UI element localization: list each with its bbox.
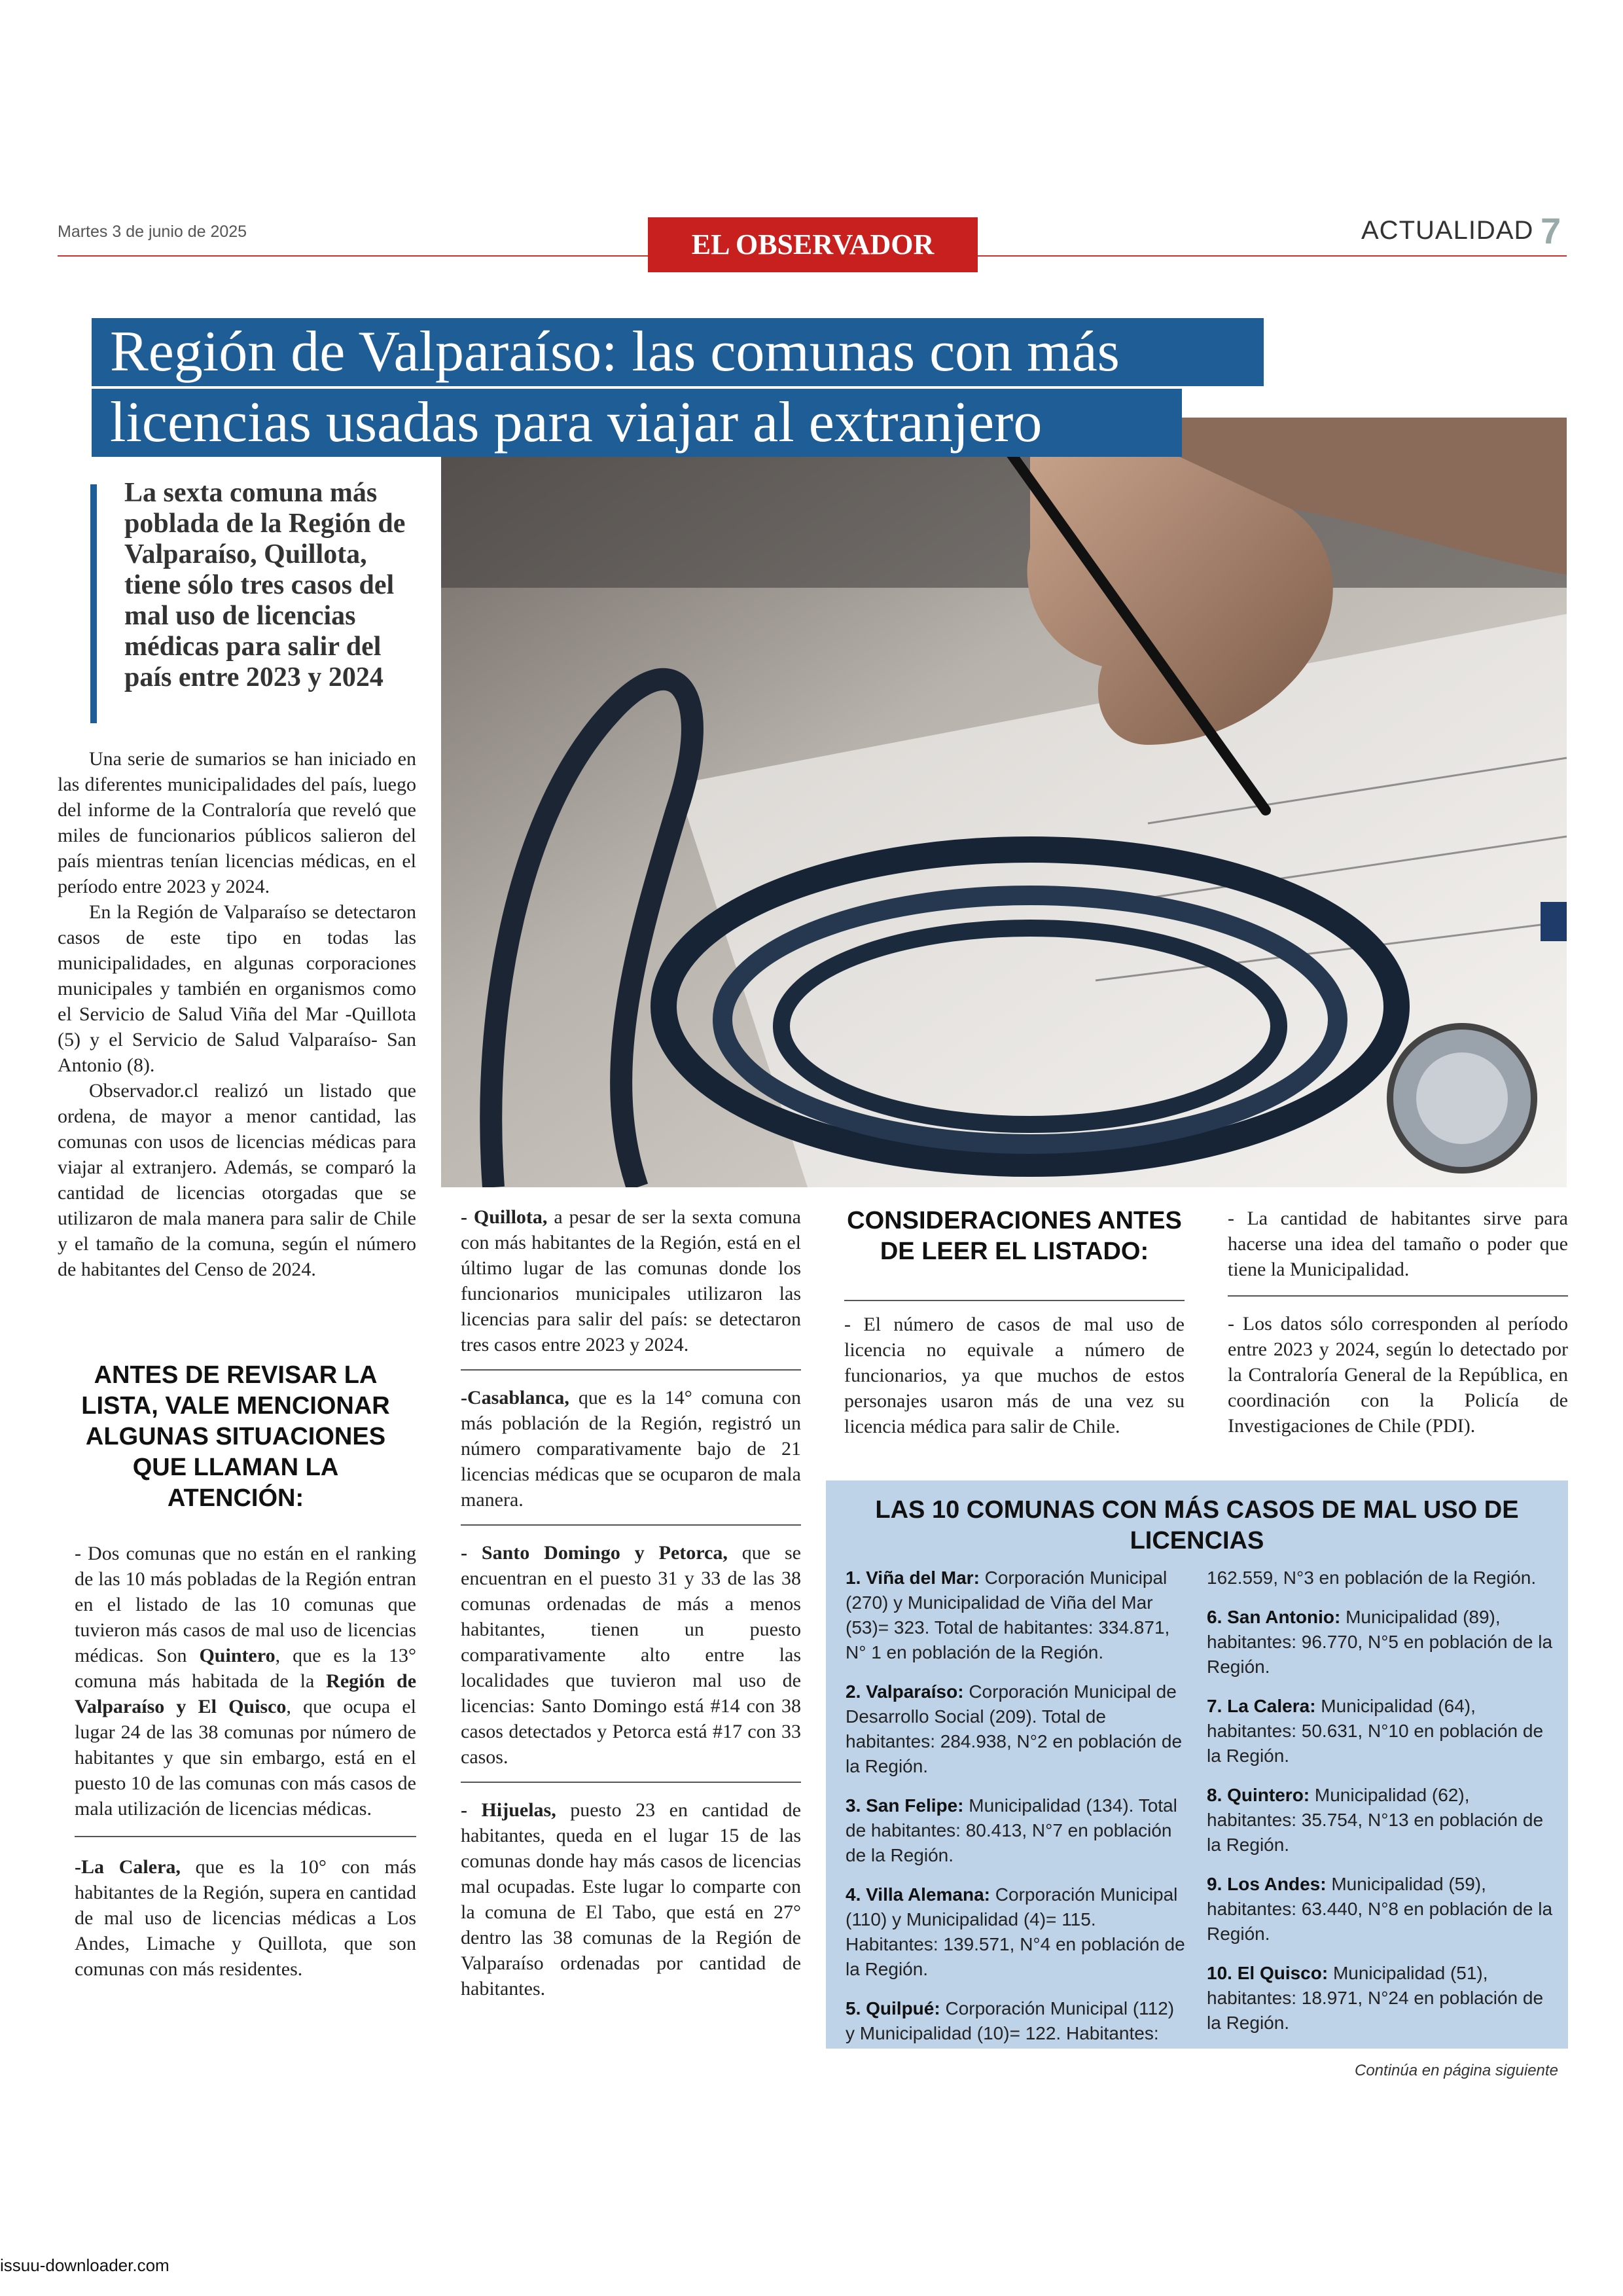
intro-text <box>58 746 416 1282</box>
situation-quillota: - Quillota, a pesar de ser la sexta comuna con más habitantes de la Región, está en el último lugar de las comunas donde los funcionarios municipales utilizaron las licencias para salir del país: se detectaron tres casos entre 2023 y 2024. <box>461 1206 801 1355</box>
ranking-item: 6. San Antonio: Municipalidad (89), habitantes: 96.770, N°5 en población de la Región. <box>1207 1607 1553 1677</box>
consideracion-1: - El número de casos de mal uso de licencia no equivale a número de funcionarios, ya que muchos de estos personajes usaron más de una vez su licencia médica para salir de Chile. <box>844 1314 1185 1437</box>
divider <box>461 1782 801 1783</box>
ranking-item: 4. Villa Alemana: Corporación Municipal (110) y Municipalidad (4)= 115. Habitantes: 139.571, N°4 en población de la Región. <box>846 1884 1185 1979</box>
ranking-item: 1. Viña del Mar: Corporación Municipal (270) y Municipalidad de Viña del Mar (53)= 323. Total de habitantes: 334.871, N° 1 en población de la Región. <box>846 1568 1170 1662</box>
intro-paragraph-3: Observador.cl realizó un listado que ordena, de mayor a menor cantidad, las comunas con usos de licencias médicas para viajar al extranjero. Además, se comparó la cantidad de licencias otorgadas que se utilizaron de mala manera para salir de Chile y el tamaño de la comuna, según el número de habitantes del Censo de 2024. <box>58 1080 416 1280</box>
ranking-item: 5. Quilpué: Corporación Municipal (112) y Municipalidad (10)= 122. Habitantes: <box>846 1998 1175 2043</box>
ranking-item: 8. Quintero: Municipalidad (62), habitantes: 35.754, N°13 en población de la Región. <box>1207 1785 1544 1855</box>
page-number: 7 <box>1541 210 1561 251</box>
divider <box>461 1524 801 1526</box>
consideraciones-heading: CONSIDERACIONES ANTES DE LEER EL LISTADO: <box>847 1207 1182 1265</box>
situation-hijuelas: - Hijuelas, puesto 23 en cantidad de habitantes, queda en el lugar 15 de las comunas donde hay más casos de licencias mal ocupadas. Este lugar lo comparte con la comuna de El Tabo, que está en 27° dentro las 38 comunas de la Región de Valparaíso ordenadas por cantidad de habitantes. <box>461 1799 801 2000</box>
ranking-item: 2. Valparaíso: Corporación Municipal de Desarrollo Social (209). Total de habitantes: 284.938, N°2 en población de la Región. <box>846 1681 1183 1776</box>
divider <box>844 1300 1185 1301</box>
ranking-item: 3. San Felipe: Municipalidad (134). Total de habitantes: 80.413, N°7 en población de la Región. <box>846 1795 1177 1865</box>
lead-paragraph: La sexta comuna más poblada de la Región de Valparaíso, Quillota, tiene sólo tres casos del mal uso de licencias médicas para salir del país entre 2023 y 2024 <box>124 478 406 692</box>
ranking-box <box>826 1480 1568 2049</box>
intro-paragraph-2: En la Región de Valparaíso se detectaron casos de este tipo en todas las municipalidades, en algunas corporaciones municipales y también en organismos como el Servicio de Salud Viña del Mar -Quillota (5) y el Servicio de Salud Valparaíso- San Antonio (8). <box>58 901 416 1076</box>
issue-date: Martes 3 de junio de 2025 <box>58 223 247 241</box>
ranking-item: 7. La Calera: Municipalidad (64), habitantes: 50.631, N°10 en población de la Región. <box>1207 1696 1544 1766</box>
consideraciones-text-1 <box>844 1312 1185 1439</box>
antes-item-2: -La Calera, que es la 10° con más habitantes de la Región, supera en cantidad de mal uso de licencias médicas a Los Andes, Limache y Quillota, que son comunas con más residentes. <box>75 1856 416 1980</box>
ranking-item-continued: 162.559, N°3 en población de la Región. <box>1207 1568 1537 1588</box>
antes-heading: ANTES DE REVISAR LA LISTA, VALE MENCIONAR ALGUNAS SITUACIONES QUE LLAMAN LA ATENCIÓN: <box>81 1361 390 1512</box>
consideraciones-column-2 <box>1228 1206 1568 1439</box>
intro-paragraph-1: Una serie de sumarios se han iniciado en las diferentes municipalidades del país, luego del informe de la Contraloría que reveló que miles de funcionarios públicos salieron del país mientras tenían licencias médicas, en el período entre 2023 y 2024. <box>58 748 416 897</box>
divider <box>75 1836 416 1837</box>
ranking-item: 10. El Quisco: Municipalidad (51), habitantes: 18.971, N°24 en población de la Región. <box>1207 1963 1544 2033</box>
divider <box>1228 1295 1568 1297</box>
section-label: ACTUALIDAD <box>1361 216 1534 245</box>
headline-line-2: licencias usadas para viajar al extranjero <box>92 389 1182 457</box>
continued-note: Continúa en página siguiente <box>1355 2062 1558 2079</box>
watermark-footer: issuu-downloader.com <box>0 2255 169 2275</box>
headline-line-1: Región de Valparaíso: las comunas con más <box>92 318 1264 386</box>
article-photo <box>441 418 1567 1187</box>
lead-accent-bar <box>90 484 97 723</box>
antes-items <box>75 1541 416 1982</box>
situation-casablanca: -Casablanca, que es la 14° comuna con más población de la Región, registró un número comparativamente bajo de 21 licencias médicas que se ocuparon de mala manera. <box>461 1387 801 1511</box>
consideracion-2: - La cantidad de habitantes sirve para hacerse una idea del tamaño o poder que tiene la Municipalidad. <box>1228 1208 1568 1280</box>
masthead: EL OBSERVADOR <box>648 217 978 272</box>
situations-column <box>461 1204 801 2001</box>
consideracion-3: - Los datos sólo corresponden al período entre 2023 y 2024, según lo detectado por la Contraloría General de la República, en coordinación con la Policía de Investigaciones de Chile (PDI). <box>1228 1313 1568 1437</box>
ranking-list-right <box>1207 1566 1554 2050</box>
antes-item-1: - Dos comunas que no están en el ranking de las 10 más pobladas de la Región entran en el listado de las 10 comunas que tuvieron más casos de mal uso de licencias médicas. Son Quintero, que es la 13° comuna más habitada de la Región de Valparaíso y El Quisco, que ocupa el lugar 24 de las 38 comunas por número de habitantes y que sin embargo, está en el puesto 10 de las comunas con más casos de mala utilización de licencias médicas. <box>75 1543 417 1820</box>
divider <box>461 1369 801 1371</box>
ranking-item: 9. Los Andes: Municipalidad (59), habitantes: 63.440, N°8 en población de la Región. <box>1207 1874 1553 1944</box>
ranking-list-left <box>846 1566 1186 2060</box>
ranking-title: LAS 10 COMUNAS CON MÁS CASOS DE MAL USO DE LICENCIAS <box>875 1496 1519 1554</box>
situation-santo-domingo-petorca: - Santo Domingo y Petorca, que se encuentran en el puesto 31 y 33 de las 38 comunas ordenadas de más a menos habitantes, tienen un puesto comparativamente alto entre las localidades que tuvieron mal uso de licencias: Santo Domingo está #14 con 38 casos detectados y Petorca está #17 con 33 casos. <box>461 1542 801 1768</box>
